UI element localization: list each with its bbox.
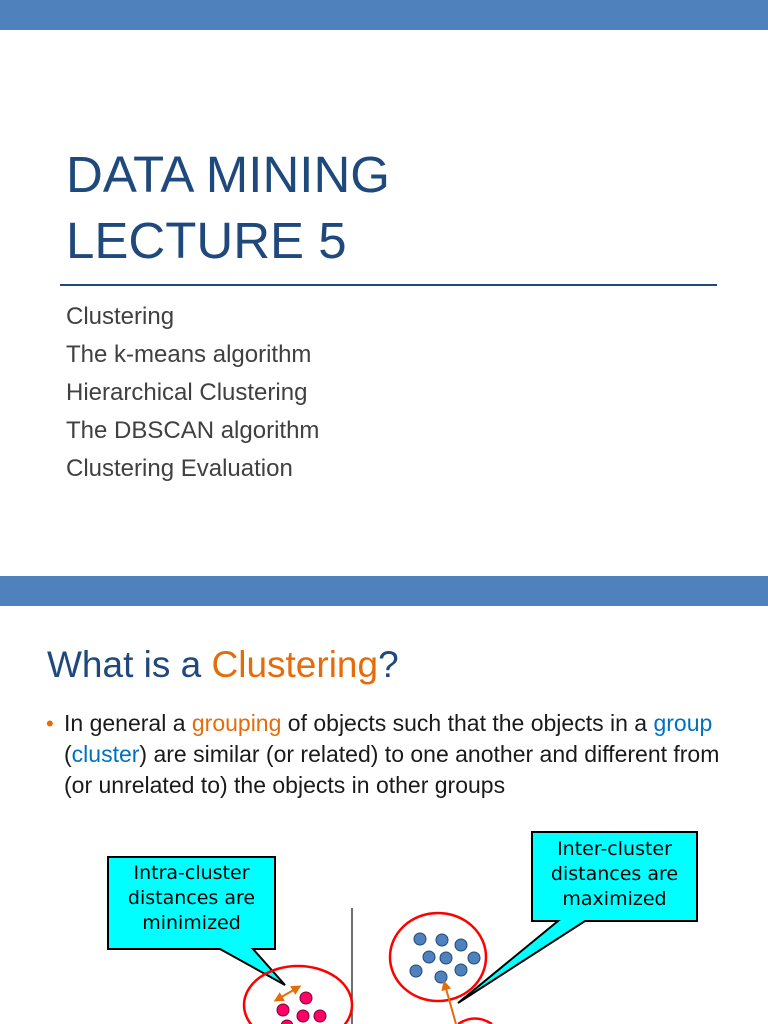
pink-point (314, 1010, 326, 1022)
definition-text-part: In general a (64, 710, 192, 736)
keyword-group: group (653, 710, 713, 736)
slide-title-highlight: Clustering (211, 644, 379, 685)
intra-cluster-label-line: Intra-cluster (133, 862, 250, 884)
cluster-points-left (277, 992, 326, 1024)
pink-point (281, 1020, 293, 1024)
definition-text-part: of objects such that the objects in a (281, 710, 654, 736)
topic-item: Clustering (66, 303, 175, 330)
topic-item: Clustering Evaluation (66, 455, 293, 482)
cluster-ring-bottom-partial (458, 1019, 492, 1024)
lecture-title-line-1: DATA MINING (66, 146, 390, 203)
intra-cluster-label-line: minimized (142, 912, 241, 934)
blue-point (423, 951, 435, 963)
intra-distance-arrow (278, 988, 297, 999)
pink-point (277, 1004, 289, 1016)
topic-item: Hierarchical Clustering (66, 379, 308, 406)
lecture-title-line-2: LECTURE 5 (66, 212, 347, 269)
keyword-grouping: grouping (191, 710, 282, 736)
blue-point (414, 933, 426, 945)
blue-point (468, 952, 480, 964)
inter-cluster-label-line: distances are (550, 863, 679, 885)
cluster-points-right (410, 933, 480, 983)
bullet-marker: • (46, 711, 54, 736)
blue-point (440, 952, 452, 964)
definition-text-part: ) are similar (or related) to one another and different from (or unrelated to) the objects in other groups (64, 741, 720, 798)
inter-cluster-label (534, 837, 695, 912)
pink-point (297, 1010, 309, 1022)
blue-point (410, 965, 422, 977)
inter-cluster-label-line: Inter-cluster (557, 838, 672, 860)
topic-item: The DBSCAN algorithm (66, 417, 320, 444)
slide-title-prefix: What is a (47, 644, 212, 685)
blue-point (435, 971, 447, 983)
blue-point (455, 939, 467, 951)
blue-point (455, 964, 467, 976)
inter-cluster-label-line: maximized (562, 888, 667, 910)
inter-distance-arrow (445, 985, 456, 1024)
blue-point (436, 934, 448, 946)
intra-cluster-label-line: distances are (127, 887, 256, 909)
definition-text-part: ( (64, 741, 72, 767)
topic-item: The k-means algorithm (66, 341, 312, 368)
keyword-cluster: cluster (71, 741, 140, 767)
intra-cluster-label (110, 861, 273, 936)
slide-title-suffix: ? (378, 644, 399, 685)
pink-point (300, 992, 312, 1004)
